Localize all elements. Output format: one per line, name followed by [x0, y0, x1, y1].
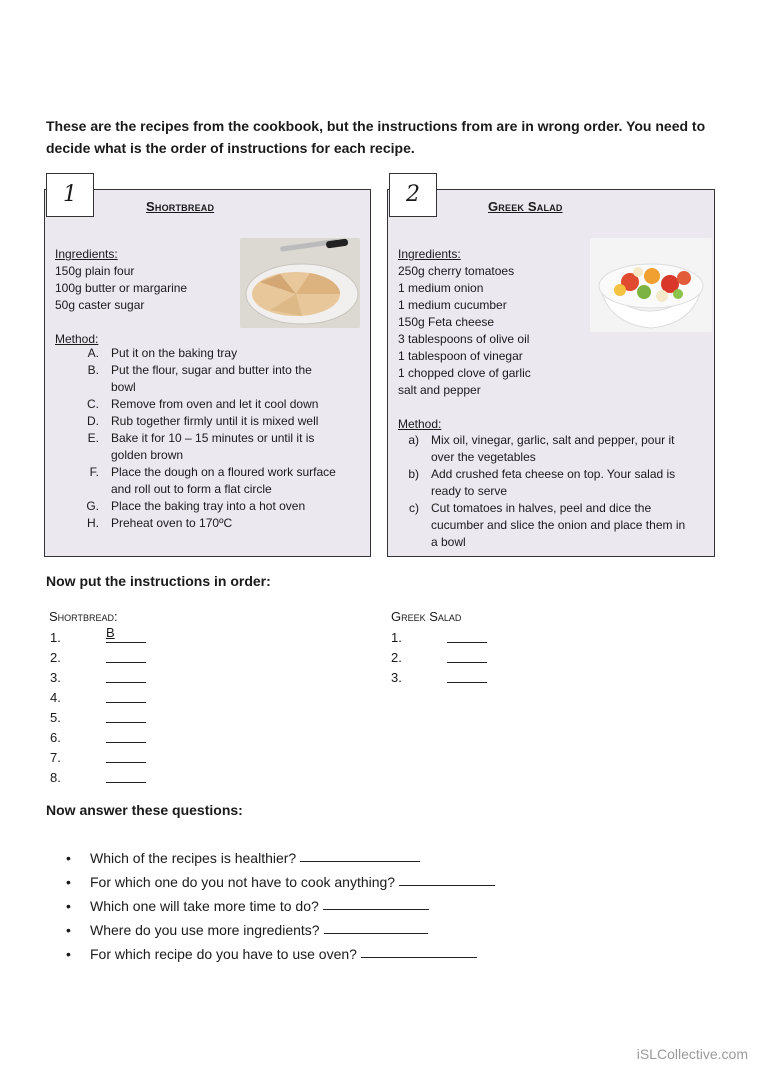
answer-line[interactable] [324, 918, 428, 934]
answer-blank[interactable] [106, 768, 146, 783]
order-row: 8. [50, 768, 146, 788]
answer-line[interactable] [323, 894, 429, 910]
answer-line[interactable] [300, 846, 420, 862]
order-row: 3. [50, 668, 146, 688]
ingredient-item: 1 medium onion [398, 281, 484, 295]
ingredient-item: salt and pepper [398, 383, 481, 397]
ingredient-item: 150g plain four [55, 264, 135, 278]
ingredient-item: 3 tablespoons of olive oil [398, 332, 530, 346]
shortbread-order-list [50, 625, 146, 788]
method-step: F. Place the dough on a floured work surface and roll out to form a flat circle [89, 465, 336, 496]
method-step: c) Cut tomatoes in halves, peel and dice the cucumber and slice the onion and place them in a bowl [409, 501, 686, 549]
method-step: G. Place the baking tray into a hot oven [86, 499, 306, 513]
order-row: 2. [50, 648, 146, 668]
answer-blank[interactable]: B [106, 628, 146, 643]
method-step: E. Bake it for 10 – 15 minutes or until it is golden brown [87, 431, 315, 462]
ingredients-label: Ingredients: [398, 247, 461, 261]
method-step: b) Add crushed feta cheese on top. Your salad is ready to serve [408, 467, 676, 498]
recipe-number-2: 2 [389, 173, 437, 217]
shortbread-order-title: Shortbread: [49, 609, 118, 624]
ingredient-item: 1 medium cucumber [398, 298, 507, 312]
answer-blank[interactable] [447, 648, 487, 663]
answer-blank[interactable] [106, 728, 146, 743]
answer-line[interactable] [399, 870, 495, 886]
greek-salad-ingredients [398, 246, 531, 433]
ingredient-item: 250g cherry tomatoes [398, 264, 515, 278]
answer-blank[interactable] [106, 648, 146, 663]
watermark: iSLCollective.com [636, 1046, 748, 1062]
question-item: • For which one do you not have to cook anything? [66, 870, 495, 894]
shortbread-photo [240, 238, 360, 328]
answer-blank[interactable] [106, 668, 146, 683]
greek-salad-photo [590, 238, 712, 332]
order-row: 7. [50, 748, 146, 768]
greek-salad-title: Greek Salad [488, 199, 563, 214]
questions-list [66, 846, 495, 966]
method-step: a) Mix oil, vinegar, garlic, salt and pepper, pour it over the vegetables [408, 433, 675, 464]
answer-blank[interactable] [106, 748, 146, 763]
method-label: Method: [398, 417, 442, 431]
ingredients-label: Ingredients: [55, 247, 118, 261]
order-row: 1. B [50, 628, 146, 648]
salad-order-list [391, 628, 487, 688]
instructions-intro: These are the recipes from the cookbook, but the instructions from are in wrong order. You need to decide what is the order of instructions for each recipe. [46, 118, 706, 156]
method-step: A. Put it on the baking tray [87, 346, 238, 360]
answer-line[interactable] [361, 942, 477, 958]
order-row: 3. [391, 668, 487, 688]
order-row: 2. [391, 648, 487, 668]
question-item: • Which one will take more time to do? [66, 894, 495, 918]
shortbread-title: Shortbread [146, 199, 215, 214]
ingredient-item: 150g Feta cheese [398, 315, 495, 329]
answer-blank[interactable] [106, 708, 146, 723]
shortbread-method-list [75, 345, 365, 532]
salad-order-title: Greek Salad [391, 609, 462, 624]
method-step: D. Rub together firmly until it is mixed well [87, 414, 319, 428]
questions-heading: Now answer these questions: [46, 802, 243, 818]
ingredient-item: 50g caster sugar [55, 298, 145, 312]
order-row: 4. [50, 688, 146, 708]
method-step: B. Put the flour, sugar and butter into the bowl [87, 363, 312, 394]
order-row: 5. [50, 708, 146, 728]
order-row: 6. [50, 728, 146, 748]
answer-blank[interactable] [447, 668, 487, 683]
method-label: Method: [55, 332, 99, 346]
question-item: • Where do you use more ingredients? [66, 918, 495, 942]
answer-blank[interactable] [447, 628, 487, 643]
method-step: C. Remove from oven and let it cool down [87, 397, 319, 411]
question-item: • Which of the recipes is healthier? [66, 846, 495, 870]
ingredient-item: 100g butter or margarine [55, 281, 188, 295]
ingredient-item: 1 tablespoon of vinegar [398, 349, 523, 363]
order-row: 1. [391, 628, 487, 648]
answer-blank[interactable] [106, 688, 146, 703]
question-item: • For which recipe do you have to use oven? [66, 942, 495, 966]
ingredient-item: 1 chopped clove of garlic [398, 366, 531, 380]
method-step: H. Preheat oven to 170ºC [87, 516, 233, 530]
greek-salad-method-list [395, 432, 707, 551]
order-heading: Now put the instructions in order: [46, 573, 271, 589]
shortbread-ingredients [55, 246, 187, 348]
recipe-number-1: 1 [46, 173, 94, 217]
